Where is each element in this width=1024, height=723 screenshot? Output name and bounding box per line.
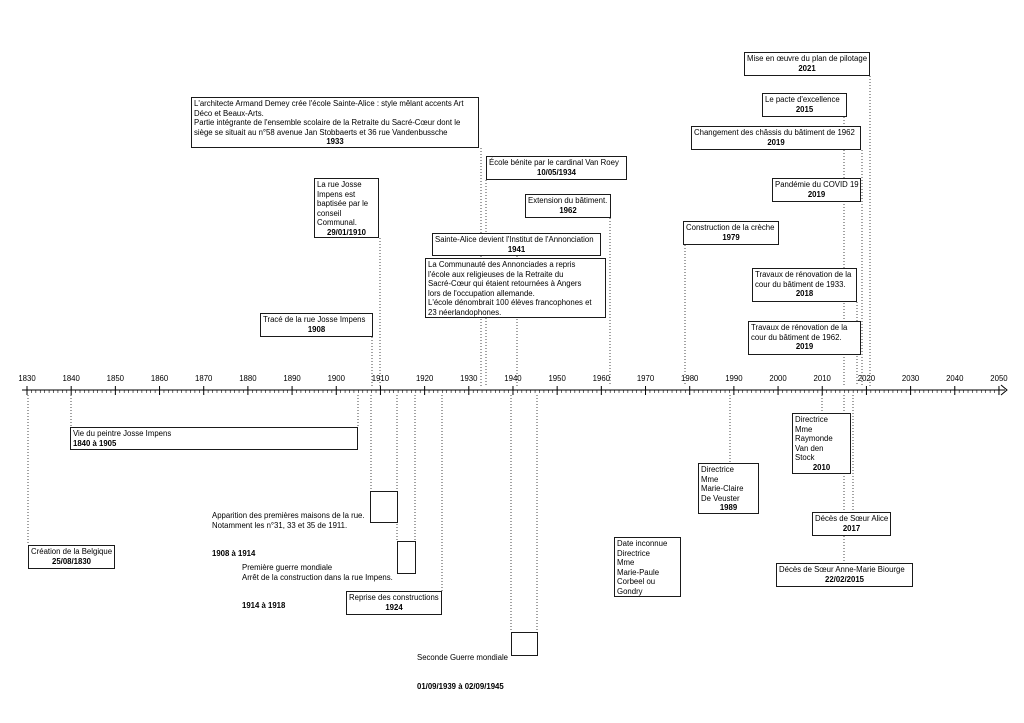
axis-tick-label: 2030 — [901, 374, 920, 383]
event-description: Extension du bâtiment. — [528, 196, 608, 205]
axis-tick-label: 1970 — [636, 374, 655, 383]
event-date: 10/05/1934 — [536, 167, 577, 177]
event-description: Sainte-Alice devient l'Institut de l'Annonciation — [435, 235, 594, 244]
timeline-axis — [18, 374, 1008, 395]
event-window-frames-2019 — [691, 126, 861, 150]
event-description: Première guerre mondiale Arrêt de la construction dans la rue Impens. — [242, 563, 393, 582]
event-date: 1989 — [719, 503, 738, 512]
event-covid-2019 — [772, 178, 861, 202]
event-ww1-label — [242, 544, 393, 630]
event-description: Décès de Sœur Alice — [815, 514, 889, 523]
event-description: École bénite par le cardinal Van Roey — [489, 158, 619, 167]
event-date: 01/09/1939 à 02/09/1945 — [417, 681, 504, 691]
event-date: 2010 — [812, 462, 831, 472]
event-excellence-pact-2015 — [762, 93, 847, 117]
event-description: Date inconnue Directrice Mme Marie-Paule Corbeel ou Gondry — [617, 539, 668, 596]
axis-tick-label: 1910 — [371, 374, 390, 383]
event-description: Mise en œuvre du plan de pilotage — [747, 54, 868, 63]
axis-tick-label: 2010 — [813, 374, 831, 383]
event-date: 1840 à 1905 — [73, 438, 117, 448]
axis-tick-label: 1930 — [460, 374, 478, 383]
event-date: 22/02/2015 — [824, 574, 865, 584]
event-creche-1979 — [683, 221, 779, 245]
event-date: 2015 — [795, 104, 814, 114]
event-annonciades — [425, 258, 606, 318]
event-date: 1924 — [385, 602, 403, 612]
event-date: 2019 — [807, 189, 826, 199]
axis-tick-label: 1960 — [592, 374, 611, 383]
connectors — [28, 76, 870, 632]
event-description: Travaux de rénovation de la cour du bâtiment de 1933. — [755, 270, 852, 289]
event-director-unknown — [614, 537, 681, 597]
axis-tick-label: 2050 — [990, 374, 1008, 383]
event-street-naming-1910 — [314, 178, 379, 238]
event-description: L'architecte Armand Demey crée l'école Sainte-Alice : style mêlant accents Art Déco et Beaux-Arts. Partie intégrante de l'ensemble scolaire de la Retraite du Sacré-Cœur dont le siège se situait au n°58 avenue Jan Stobbaerts et 36 rue Vandenbussche — [194, 99, 464, 137]
event-date: 1941 — [507, 244, 526, 254]
event-date: 1908 à 1914 — [212, 549, 256, 558]
axis-tick-label: 1870 — [195, 374, 213, 383]
event-description: Changement des châssis du bâtiment de 1962 — [694, 128, 855, 137]
event-date: 1908 — [307, 324, 326, 334]
axis-tick-label: 2020 — [857, 374, 876, 383]
event-description: Le pacte d'excellence — [765, 95, 840, 104]
event-date: 2021 — [798, 63, 816, 73]
event-description: Directrice Mme Raymonde Van den Stock — [795, 415, 833, 462]
axis-tick-label: 1850 — [106, 374, 125, 383]
event-date: 1962 — [559, 205, 577, 215]
axis-tick-label: 1890 — [283, 374, 301, 383]
event-ww2-label — [417, 634, 508, 710]
event-courtyard-reno-1962 — [748, 321, 861, 355]
event-date: 2019 — [767, 137, 785, 147]
event-description: Décès de Sœur Anne-Marie Biourge — [779, 565, 905, 574]
event-description: Reprise des constructions — [349, 593, 439, 602]
event-description: La rue Josse Impens est baptisée par le conseil Communal. — [317, 180, 369, 227]
axis-tick-label: 2040 — [946, 374, 964, 383]
axis-tick-label: 1860 — [150, 374, 169, 383]
event-description: Création de la Belgique — [31, 547, 113, 556]
event-description: Directrice Mme Marie-Claire De Veuster — [701, 465, 744, 503]
event-belgium-creation — [28, 545, 115, 569]
axis-tick-label: 1980 — [681, 374, 699, 383]
event-blessing-1934 — [486, 156, 627, 180]
axis-tick-label: 1920 — [415, 374, 434, 383]
event-death-biourge — [776, 563, 913, 587]
event-description: Construction de la crèche — [686, 223, 775, 232]
event-director-van-den-stock — [792, 413, 851, 474]
event-institute-1941 — [432, 233, 601, 256]
event-first-houses-span — [370, 491, 398, 523]
axis-tick-label: 1880 — [239, 374, 257, 383]
event-description: Seconde Guerre mondiale — [417, 653, 509, 662]
event-director-de-veuster — [698, 463, 759, 514]
axis-tick-label: 1830 — [18, 374, 36, 383]
event-description: Pandémie du COVID 19 — [775, 180, 859, 189]
event-description: Travaux de rénovation de la cour du bâtiment de 1962. — [751, 323, 848, 342]
axis-tick-label: 1990 — [725, 374, 743, 383]
event-date: 1933 — [326, 137, 344, 146]
event-description: Vie du peintre Josse Impens — [73, 429, 172, 438]
event-description: Apparition des premières maisons de la rue. Notamment les n°31, 33 et 35 de 1911. — [212, 511, 365, 530]
event-construction-resumes — [346, 591, 442, 615]
event-ww1-span — [397, 541, 416, 574]
event-painter-life — [70, 427, 358, 450]
event-description: Tracé de la rue Josse Impens — [263, 315, 366, 324]
event-extension-1962 — [525, 194, 611, 218]
axis-tick-label: 1950 — [548, 374, 566, 383]
event-courtyard-reno-1933 — [752, 268, 857, 302]
axis-tick-label: 1940 — [504, 374, 522, 383]
event-date: 2019 — [795, 342, 814, 351]
event-death-alice — [812, 512, 891, 536]
event-date: 29/01/1910 — [326, 227, 367, 237]
event-pilot-plan-2021 — [744, 52, 870, 76]
event-architect-1933 — [191, 97, 479, 148]
event-description: La Communauté des Annonciades a repris l'école aux religieuses de la Retraite du Sacré-Cœur qui étaient retournées à Angers lors de l'occupation allemande. L'école dénombrait 100 élèves francophones et 23 néerlandophones. — [428, 260, 592, 317]
axis-tick-label: 2000 — [769, 374, 787, 383]
axis-tick-label: 1900 — [327, 374, 345, 383]
event-date: 25/08/1830 — [51, 556, 92, 566]
event-date: 2018 — [795, 289, 814, 298]
event-date: 2017 — [842, 523, 861, 533]
axis-tick-label: 1840 — [62, 374, 80, 383]
event-date: 1979 — [722, 232, 740, 242]
event-ww2-span — [511, 632, 538, 656]
event-street-layout-1908 — [260, 313, 373, 337]
event-date: 1914 à 1918 — [242, 601, 286, 610]
